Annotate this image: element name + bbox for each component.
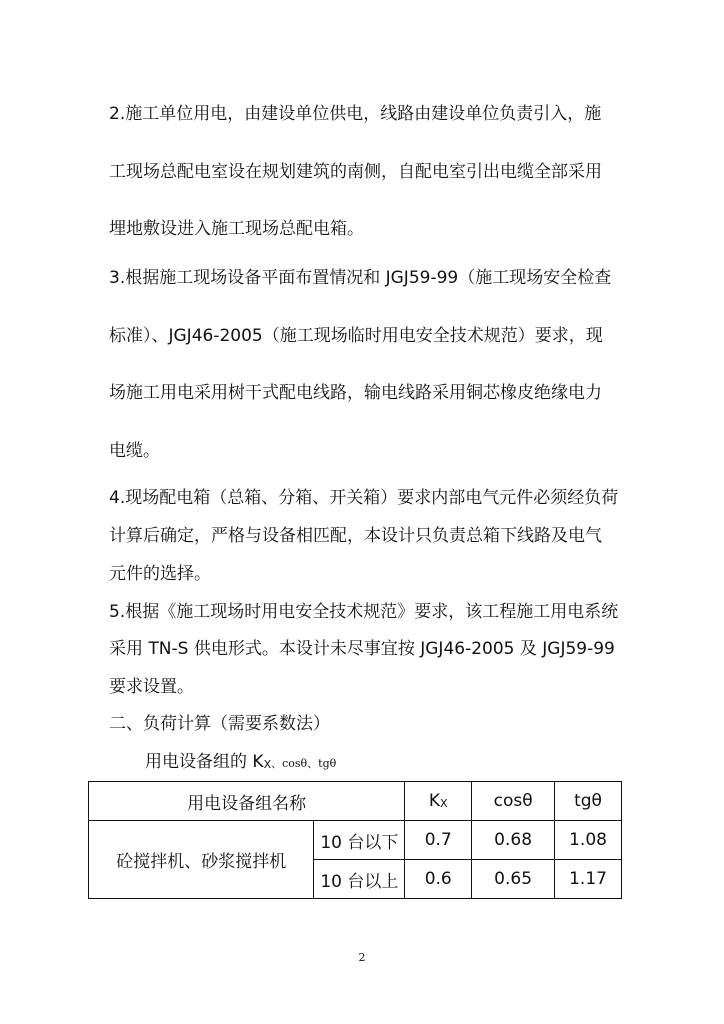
- header-kx-sub: X: [440, 797, 448, 810]
- cell-tg: 1.08: [555, 821, 622, 860]
- paragraph-line: 标准）、JGJ46-2005（施工现场临时用电安全技术规范）要求，现: [109, 326, 603, 346]
- paragraph-line: 4.现场配电箱（总箱、分箱、开关箱）要求内部电气元件必须经负荷: [109, 488, 619, 508]
- table-caption: [145, 751, 336, 776]
- paragraph-line: 元件的选择。: [109, 564, 211, 584]
- paragraph-line: 采用 TN-S 供电形式。本设计未尽事宜按 JGJ46-2005 及 JGJ59-99: [109, 639, 615, 659]
- caption-suffix: 、cosθ、tgθ: [271, 757, 337, 770]
- header-tg: tgθ: [555, 782, 622, 821]
- header-group-name: 用电设备组名称: [89, 782, 405, 821]
- paragraph-line: 5.根据《施工现场时用电安全技术规范》要求，该工程施工用电系统: [109, 602, 619, 622]
- paragraph-line: 工现场总配电室设在规划建筑的南侧，自配电室引出电缆全部采用: [109, 162, 602, 182]
- caption-prefix: 用电设备组的 K: [145, 752, 264, 772]
- caption-subscript: X: [263, 758, 272, 771]
- cell-kx: 0.7: [405, 821, 472, 860]
- paragraph-line: 埋地敷设进入施工现场总配电箱。: [109, 219, 364, 239]
- table-row: [89, 821, 622, 860]
- section-heading: 二、负荷计算（需要系数法）: [109, 714, 330, 734]
- demand-factor-table: [88, 781, 622, 899]
- paragraph-line: 计算后确定，严格与设备相匹配，本设计只负责总箱下线路及电气: [109, 526, 602, 546]
- paragraph-line: 2.施工单位用电，由建设单位供电，线路由建设单位负责引入，施: [109, 104, 602, 124]
- paragraph-line: 要求设置。: [109, 677, 194, 697]
- cell-condition: 10 台以上: [314, 860, 405, 899]
- cell-cos: 0.65: [472, 860, 555, 899]
- table-header-row: [89, 782, 622, 821]
- paragraph-line: 场施工用电采用树干式配电线路，输电线路采用铜芯橡皮绝缘电力: [109, 383, 602, 403]
- cell-condition: 10 台以下: [314, 821, 405, 860]
- page-number: 2: [358, 951, 366, 964]
- paragraph-line: 电缆。: [109, 441, 160, 461]
- cell-cos: 0.68: [472, 821, 555, 860]
- cell-kx: 0.6: [405, 860, 472, 899]
- header-kx: [405, 782, 472, 821]
- cell-tg: 1.17: [555, 860, 622, 899]
- cell-group: 砼搅拌机、砂浆搅拌机: [89, 821, 314, 899]
- header-kx-main: K: [428, 791, 441, 811]
- header-cos: cosθ: [472, 782, 555, 821]
- paragraph-line: 3.根据施工现场设备平面布置情况和 JGJ59-99（施工现场安全检查: [109, 268, 612, 288]
